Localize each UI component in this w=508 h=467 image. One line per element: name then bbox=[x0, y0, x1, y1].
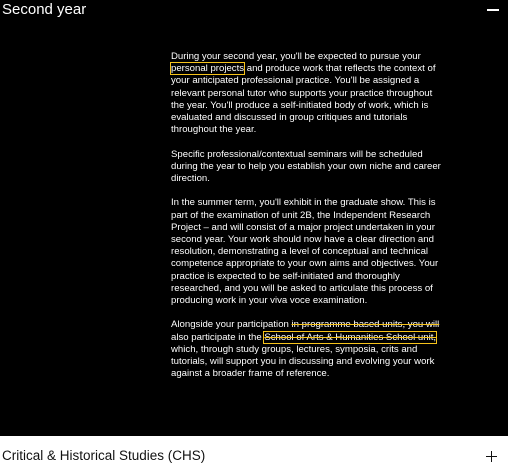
p4-text-mid: also participate in the bbox=[171, 331, 265, 343]
paragraph-3: In the summer term, you'll exhibit in the graduate show. This is part of the examination of unit 2B, the Independent Research Project – and will consist of a major project undertaken in your second year. Your work should now have a clear direction and resolution, demonstrating a level of conceptual and technical competence appropriate to your own aims and objectives. Your practice is expected to be self-initiated and thoroughly researched, and you will be asked to articulate this process of producing work in your viva voce examination. bbox=[171, 197, 439, 307]
accordion-chs[interactable] bbox=[0, 442, 508, 466]
panel-header[interactable] bbox=[0, 0, 508, 24]
p4-struck-text: in programme based units, you will bbox=[291, 319, 440, 331]
paragraph-1 bbox=[171, 51, 446, 136]
minus-icon[interactable] bbox=[486, 3, 500, 17]
p1-text-before: During your second year, you'll be expected to pursue your bbox=[171, 51, 421, 62]
p1-text-after: and produce work that reflects the context of your anticipated professional practice. You'll be assigned a relevant personal tutor who supports your practice throughout the year. You'll produce a self-initiated body of work, which is evaluated and discussed in group critiques and tutorials throughout the year. bbox=[171, 63, 436, 136]
paragraph-4 bbox=[171, 319, 446, 380]
p4-text-after: which, through study groups, lectures, symposia, crits and tutorials, will support you in discussing and evolving your work against a broader frame of reference. bbox=[171, 343, 435, 380]
plus-icon[interactable] bbox=[486, 451, 498, 463]
school-unit-link[interactable]: School of Arts & Humanities School unit, bbox=[264, 331, 437, 343]
panel-title: Second year bbox=[2, 1, 87, 18]
personal-projects-link[interactable]: personal projects bbox=[171, 63, 245, 75]
accordion-chs-title: Critical & Historical Studies (CHS) bbox=[2, 448, 206, 463]
panel-content bbox=[171, 51, 446, 393]
p4-text-before: Alongside your participation bbox=[171, 319, 292, 331]
paragraph-2: Specific professional/contextual seminars will be scheduled during the year to help you establish your own niche and career direction. bbox=[171, 148, 441, 185]
